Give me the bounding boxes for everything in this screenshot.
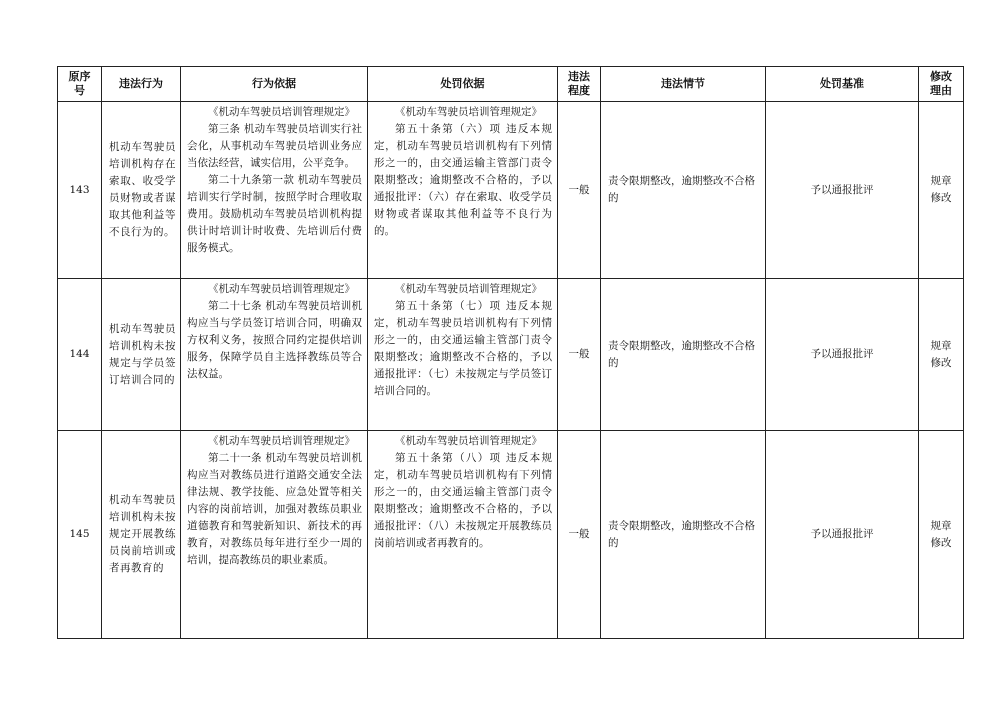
basis-para: 第二十七条 机动车驾驶员培训机构应当与学员签订培训合同，明确双方权利义务，按照合同约定提供培训服务，保障学员自主选择教练员等合法权益。 (187, 300, 362, 380)
cell-no: 145 (58, 431, 102, 639)
cell-no: 144 (58, 279, 102, 431)
header-basis: 行为依据 (181, 67, 368, 102)
cell-act: 机动车驾驶员培训机构存在索取、收受学员财物或者谋取其他利益等不良行为的。 (102, 102, 181, 279)
header-standard: 处罚基准 (766, 67, 919, 102)
header-act: 违法行为 (102, 67, 181, 102)
cell-basis (181, 102, 368, 279)
header-degree: 违法 程度 (558, 67, 601, 102)
penalty-para: 《机动车驾驶员培训管理规定》 (395, 106, 542, 118)
cell-reason: 规章 修改 (919, 279, 964, 431)
basis-para: 《机动车驾驶员培训管理规定》 (208, 283, 355, 295)
cell-degree: 一般 (558, 279, 601, 431)
table-row (58, 279, 964, 431)
table-row (58, 431, 964, 639)
table-row (58, 102, 964, 279)
penalty-para: 第五十条第（七）项 违反本规定，机动车驾驶员培训机构有下列情形之一的，由交通运输主管部门责令限期整改；逾期整改不合格的，予以通报批评：（七）未按规定与学员签订培训合同的。 (374, 300, 552, 397)
header-no: 原序 号 (58, 67, 102, 102)
penalty-para: 第五十条第（六）项 违反本规定，机动车驾驶员培训机构有下列情形之一的，由交通运输主管部门责令限期整改；逾期整改不合格的，予以通报批评：（六）存在索取、收受学员财物或者谋取其他利益等不良行为的。 (374, 123, 552, 237)
cell-standard: 予以通报批评 (766, 431, 919, 639)
header-reason: 修改 理由 (919, 67, 964, 102)
penalty-para: 第五十条第（八）项 违反本规定，机动车驾驶员培训机构有下列情形之一的，由交通运输主管部门责令限期整改；逾期整改不合格的，予以通报批评：（八）未按规定开展教练员岗前培训或者再教育的。 (374, 452, 552, 549)
cell-standard: 予以通报批评 (766, 279, 919, 431)
cell-standard: 予以通报批评 (766, 102, 919, 279)
header-penalty: 处罚依据 (368, 67, 558, 102)
cell-act: 机动车驾驶员培训机构未按规定与学员签订培训合同的 (102, 279, 181, 431)
cell-degree: 一般 (558, 431, 601, 639)
cell-penalty (368, 102, 558, 279)
cell-basis (181, 431, 368, 639)
cell-penalty (368, 279, 558, 431)
header-row (58, 67, 964, 102)
cell-reason: 规章 修改 (919, 102, 964, 279)
cell-act: 机动车驾驶员培训机构未按规定开展教练员岗前培训或者再教育的 (102, 431, 181, 639)
basis-para: 第二十一条 机动车驾驶员培训机构应当对教练员进行道路交通安全法律法规、教学技能、应急处置等相关内容的岗前培训，加强对教练员职业道德教育和驾驶新知识、新技术的再教育，对教练员每年进行至少一周的培训，提高教练员的职业素质。 (187, 452, 362, 566)
penalty-para: 《机动车驾驶员培训管理规定》 (395, 435, 542, 447)
cell-no: 143 (58, 102, 102, 279)
cell-circumstance: 责令限期整改，逾期整改不合格的 (601, 279, 766, 431)
cell-circumstance: 责令限期整改，逾期整改不合格的 (601, 431, 766, 639)
penalty-para: 《机动车驾驶员培训管理规定》 (395, 283, 542, 295)
cell-penalty (368, 431, 558, 639)
basis-para: 第二十九条第一款 机动车驾驶员培训实行学时制，按照学时合理收取费用。鼓励机动车驾驶员培训机构提供计时培训计时收费、先培训后付费服务模式。 (187, 174, 362, 254)
cell-basis (181, 279, 368, 431)
basis-para: 《机动车驾驶员培训管理规定》 (208, 106, 355, 118)
cell-circumstance: 责令限期整改，逾期整改不合格的 (601, 102, 766, 279)
cell-reason: 规章 修改 (919, 431, 964, 639)
basis-para: 《机动车驾驶员培训管理规定》 (208, 435, 355, 447)
basis-para: 第三条 机动车驾驶员培训实行社会化，从事机动车驾驶员培训业务应当依法经营，诚实信用，公平竞争。 (187, 123, 362, 169)
header-circumstance: 违法情节 (601, 67, 766, 102)
penalty-table (57, 66, 964, 639)
cell-degree: 一般 (558, 102, 601, 279)
